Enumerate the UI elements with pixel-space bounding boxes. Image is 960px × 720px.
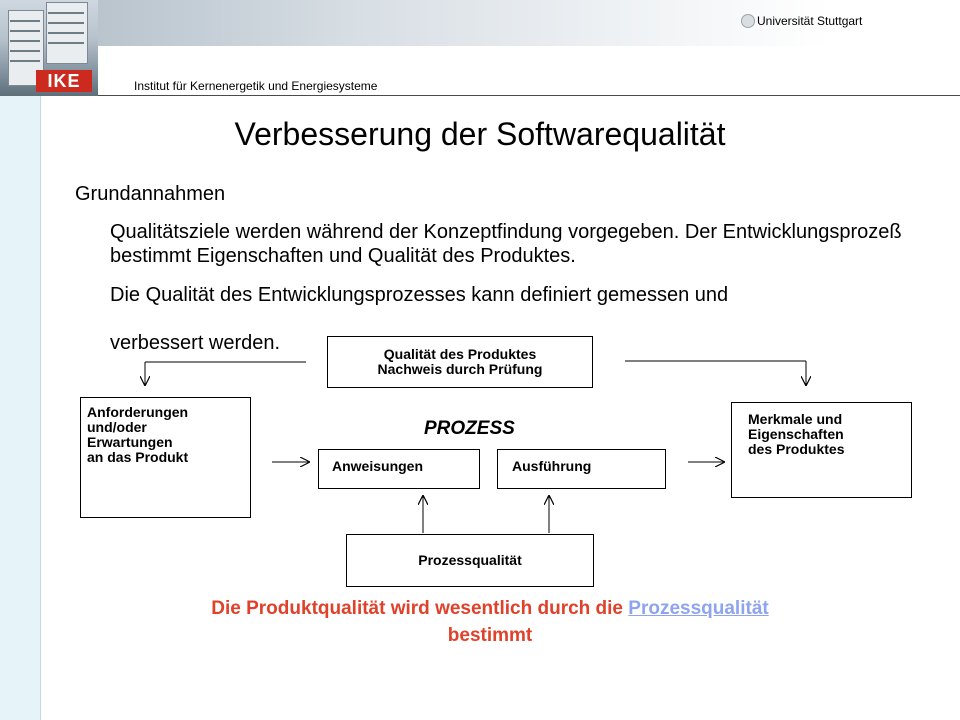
slide-title: Verbesserung der Softwarequalität xyxy=(234,116,726,152)
instructions-label: Anweisungen xyxy=(332,458,424,474)
conclusion-text xyxy=(80,595,900,649)
product-quality-box xyxy=(327,336,593,388)
conclusion-prefix: Die Produktqualität wird wesentlich durch die xyxy=(211,598,629,619)
requirements-label: Anforderungen und/oder Erwartungen an das Produkt xyxy=(87,404,189,465)
execution-label: Ausführung xyxy=(512,458,592,474)
product-features-label: Merkmale und Eigenschaften des Produktes xyxy=(748,411,845,457)
arrow-quality-to-requirements xyxy=(145,362,306,385)
instructions-box xyxy=(318,449,480,489)
university-name: Universität Stuttgart xyxy=(757,14,863,28)
process-label: PROZESS xyxy=(424,418,515,439)
section-heading: Grundannahmen xyxy=(75,183,226,205)
ike-logo: IKE xyxy=(36,70,92,92)
requirements-box xyxy=(80,397,251,518)
process-quality-label: Prozessqualität xyxy=(418,552,522,568)
product-features-box xyxy=(731,402,912,498)
process-quality-link[interactable]: Prozessqualität xyxy=(628,598,769,619)
product-quality-label: Qualität des Produktes Nachweis durch Prüfung xyxy=(377,346,543,377)
paragraph-1: Qualitätsziele werden während der Konzeptfindung vorgegeben. Der Entwicklungsprozeß bestimmt Eigenschaften und Qualität des Produktes. xyxy=(110,221,902,267)
institute-name: Institut für Kernenergetik und Energiesysteme xyxy=(134,79,378,93)
process-quality-box xyxy=(346,534,594,587)
conclusion-suffix: bestimmt xyxy=(447,625,533,646)
paragraph-3: verbessert werden. xyxy=(110,332,281,354)
arrow-quality-to-features xyxy=(625,361,806,385)
paragraph-2: Die Qualität des Entwicklungsprozesses kann definiert gemessen und xyxy=(110,284,729,306)
execution-box xyxy=(497,449,666,489)
